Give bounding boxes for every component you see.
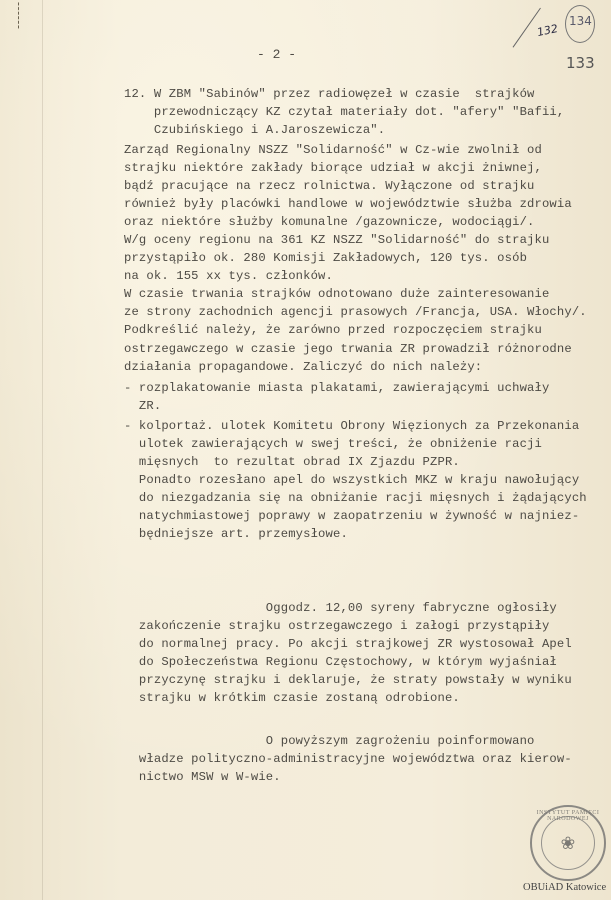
text-line: do normalnej pracy. Po akcji strajkowej ZR wystosował Apel bbox=[124, 637, 572, 651]
text-line: zakończenie strajku ostrzegawczego i załogi przystąpiły bbox=[124, 619, 550, 633]
ipn-stamp bbox=[530, 805, 606, 881]
text-line: na ok. 155 xx tys. członków. bbox=[124, 269, 333, 283]
text-line: - rozplakatowanie miasta plakatami, zawierającymi uchwały bbox=[124, 381, 550, 395]
text-line: ostrzegawczego w czasie jego trwania ZR prowadził różnorodne bbox=[124, 342, 572, 356]
text-line: przystąpiło ok. 280 Komisji Zakładowych, 120 tys. osób bbox=[124, 251, 528, 265]
text-line: będniejsze art. przemysłowe. bbox=[124, 527, 348, 541]
text-line: do niezgadzania się na obniżanie racji mięsnych i żądających bbox=[124, 491, 587, 505]
text-line: Ponadto rozesłano apel do wszystkich MKZ w kraju nawołujący bbox=[124, 473, 580, 487]
text-line: również były placówki handlowe w województwie służba zdrowia bbox=[124, 197, 572, 211]
text-line: Podkreślić należy, że zarówno przed rozpoczęciem strajku bbox=[124, 323, 542, 337]
text-line: przyczynę strajku i deklaruje, że straty powstały w wyniku bbox=[124, 673, 572, 687]
text-line: oraz niektóre służby komunalne /gazownicze, wodociągi/. bbox=[124, 215, 535, 229]
text-line: działania propagandowe. Zaliczyć do nich należy: bbox=[124, 360, 483, 374]
stamp-caption: OBUiAD Katowice bbox=[523, 882, 607, 893]
text-line: Zarząd Regionalny NSZZ "Solidarność" w Cz-wie zwolnił od bbox=[124, 143, 542, 157]
handwritten-old-number: 132 bbox=[535, 21, 560, 40]
text-line: - kolportaż. ulotek Komitetu Obrony Więzionych za Przekonania bbox=[124, 419, 580, 433]
text-line: bądź pracujące na rzecz rolnictwa. Wyłączone od strajku bbox=[124, 179, 535, 193]
text-line: mięsnych to rezultat obrad IX Zjazdu PZPR. bbox=[124, 455, 460, 469]
text-line: natychmiastowej poprawy w zaopatrzeniu w żywność w najniez- bbox=[124, 509, 580, 523]
handwritten-new-number: 133 bbox=[566, 54, 595, 72]
text-line: 12. W ZBM "Sabinów" przez radiowęzeł w czasie strajków bbox=[124, 87, 535, 101]
text-line: do Społeczeństwa Regionu Częstochowy, w którym wyjaśniał bbox=[124, 655, 557, 669]
text-line: przewodniczący KZ czytał materiały dot. "afery" "Bafii, bbox=[124, 105, 565, 119]
margin-line bbox=[42, 0, 43, 900]
stamp-ring-text: INSTYTUT PAMIĘCI NARODOWEJ bbox=[536, 810, 600, 822]
text-line: ze strony zachodnich agencji prasowych /Francja, USA. Włochy/. bbox=[124, 305, 587, 319]
text-line: nictwo MSW w W-wie. bbox=[124, 770, 281, 784]
text-line: Oggodz. 12,00 syreny fabryczne ogłosiły bbox=[124, 601, 557, 615]
text-line: O powyższym zagrożeniu poinformowano bbox=[124, 734, 535, 748]
text-line: W/g oceny regionu na 361 KZ NSZZ "Solidarność" do strajku bbox=[124, 233, 550, 247]
text-line: władze polityczno-administracyjne województwa oraz kierow- bbox=[124, 752, 572, 766]
text-line: W czasie trwania strajków odnotowano duże zainteresowanie bbox=[124, 287, 550, 301]
text-line: strajku niektóre zakłady biorące udział w akcji żniwnej, bbox=[124, 161, 542, 175]
text-line: Czubińskiego i A.Jaroszewicza". bbox=[124, 123, 386, 137]
text-line: strajku w krótkim czasie zostaną odrobione. bbox=[124, 691, 460, 705]
handwritten-circled-number: 134 bbox=[569, 14, 592, 28]
eagle-emblem-icon: ❀ bbox=[541, 816, 595, 870]
text-line: ZR. bbox=[124, 399, 162, 413]
page-number: - 2 - bbox=[257, 47, 297, 62]
text-line: ulotek zawierających w swej treści, że obniżenie racji bbox=[124, 437, 542, 451]
